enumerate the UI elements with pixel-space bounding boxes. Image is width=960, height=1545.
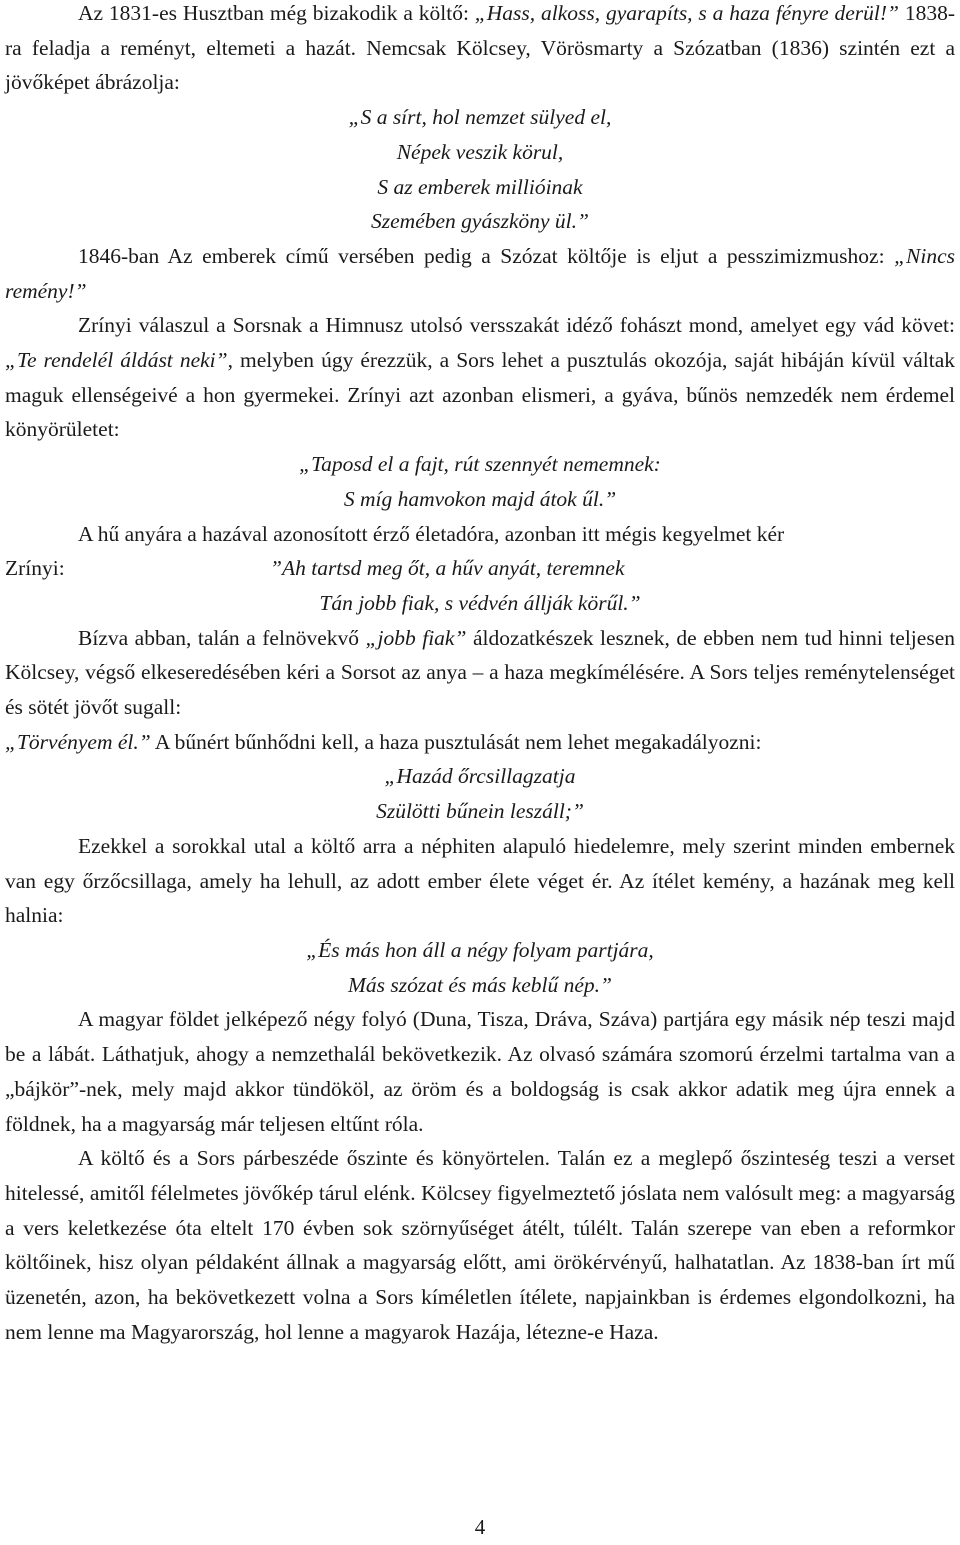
verse-line: „S a sírt, hol nemzet sülyed el, <box>348 105 612 130</box>
quote-torvenyem: „Törvényem él.” <box>5 729 151 754</box>
verse-line: „Hazád őrcsillagzatja <box>384 764 576 789</box>
text: A költő és a Sors párbeszéde őszinte és könyörtelen. Talán ez a meglepő őszinteség teszi a verset hitelessé, amitől félelmetes jövőkép tárul elénk. Kölcsey figyelmeztető jóslata nem valósult meg: a magyarság a vers keletkezése óta eltelt 170 évben sok szörnyűséget átélt, túlélt. Talán szerepe van eben a reformkor költőinek, hisz olyan példaként állnak a magyarság előtt, ami örökérvényű, halhatatlan. Az 1838-ban írt mű üzenetén, azon, ha bekövetkezett volna a Sors kíméletlen ítélete, napjainkban is érdemes elgondolkozni, ha nem lenne ma Magyarország, hol lenne a magyarok Hazája, létezne-e Haza. <box>5 1146 955 1344</box>
text: 1846-ban Az emberek című versében pedig a Szózat költője is eljut a pesszimizmushoz: <box>78 243 895 268</box>
zrinyi-verse-row <box>5 551 955 586</box>
text: A bűnért bűnhődni kell, a haza pusztulását nem lehet megakadályozni: <box>150 729 762 754</box>
paragraph-orzocsillag <box>5 829 955 933</box>
paragraph-zrinyi-valasz <box>5 308 955 447</box>
verse-line: „És más hon áll a négy folyam partjára, <box>306 937 654 962</box>
paragraph-intro <box>5 0 955 100</box>
verse-line: Népek veszik körul, <box>396 139 564 164</box>
quote-huszt: „Hass, alkoss, gyarapíts, s a haza fényre derül!” <box>474 1 899 25</box>
text: 1838-ra feladja a reményt, eltemeti a hazát. Nemcsak Kölcsey, Vörösmarty a Szózatban (1836) szintén ezt a jövőképet ábrázolja: <box>5 1 955 95</box>
verse-line: Szemében gyászköny ül.” <box>371 209 589 234</box>
paragraph-negy-folyo <box>5 1002 955 1141</box>
paragraph-torvenyem <box>5 725 955 760</box>
verse-tartsd <box>5 586 955 621</box>
quote-nincs-remeny: „Nincs remény!” <box>5 243 955 303</box>
verse-line: Szülötti bűnein leszáll;” <box>376 799 584 824</box>
text: Zrínyi válaszul a Sorsnak a Himnusz utolsó versszakát idéző fohászt mond, amelyet egy vád követ: <box>78 313 955 338</box>
verse-line: S míg hamvokon majd átok űl.” <box>343 486 617 511</box>
verse-line: S az emberek millióinak <box>377 174 583 199</box>
verse-line: ”Ah tartsd meg őt, a hűv anyát, teremnek <box>270 556 625 581</box>
verse-line: „Taposd el a fajt, rút szennyét nememnek: <box>299 452 661 477</box>
text: A magyar földet jelképező négy folyó (Duna, Tisza, Dráva, Száva) partjára egy másik nép teszi majd be a lábát. Láthatjuk, ahogy a nemzethalál bekövetkezik. Az olvasó számára szomorú érzelmi tartalma van a „bájkör”-nek, mely majd akkor tündököl, az öröm és a boldogság is csak akkor adatik meg újra ennek a földnek, ha a magyarság már teljesen eltűnt róla. <box>5 1007 955 1136</box>
paragraph-1846 <box>5 239 955 308</box>
document-page <box>5 0 955 1349</box>
quote-jobb-fiak: „jobb fiak” <box>365 625 467 650</box>
text: , melyben úgy érezzük, a Sors lehet a pusztulás okozója, saját hibáján kívül váltak maguk ellenségeivé a hon gyermekei. Zrínyi azt azonban elismeri, a gyáva, bűnös nemzedék nem érdemel könyörületet: <box>5 348 955 442</box>
text: áldozatkészek lesznek, de ebben nem tud hinni teljesen Kölcsey, végső elkeseredésében kéri a Sorsot az anya – a haza megkímélésére. A Sors teljes reménytelenséget és sötét jövőt sugall: <box>5 625 955 720</box>
verse-line: Tán jobb fiak, s védvén állják körűl.” <box>319 590 641 615</box>
verse-szozat <box>5 100 955 239</box>
text: Ezekkel a sorokkal utal a költő arra a néphiten alapuló hiedelemre, mely szerint minden embernek van egy őrzőcsillaga, amely ha lehull, az adott ember élete véget ér. Az ítélet kemény, a hazának meg kell halnia: <box>5 833 955 928</box>
verse-taposd <box>5 447 955 516</box>
verse-mas-hon <box>5 933 955 1002</box>
text: A hű anyára a hazával azonosított érző életadóra, azonban itt mégis kegyelmet kér <box>78 521 785 546</box>
text: Az 1831-es Husztban még bizakodik a költő: <box>78 1 475 25</box>
paragraph-parbeszed <box>5 1141 955 1349</box>
speaker-label: Zrínyi: <box>5 556 65 581</box>
paragraph-hu-anya <box>5 517 955 552</box>
text: Bízva abban, talán a felnövekvő <box>78 625 366 650</box>
page-number: 4 <box>474 1515 486 1539</box>
quote-te-rendelel: „Te rendelél áldást neki” <box>5 348 228 373</box>
verse-line: Más szózat és más keblű nép.” <box>348 972 612 997</box>
paragraph-jobb-fiak <box>5 621 955 725</box>
verse-hazad <box>5 759 955 828</box>
